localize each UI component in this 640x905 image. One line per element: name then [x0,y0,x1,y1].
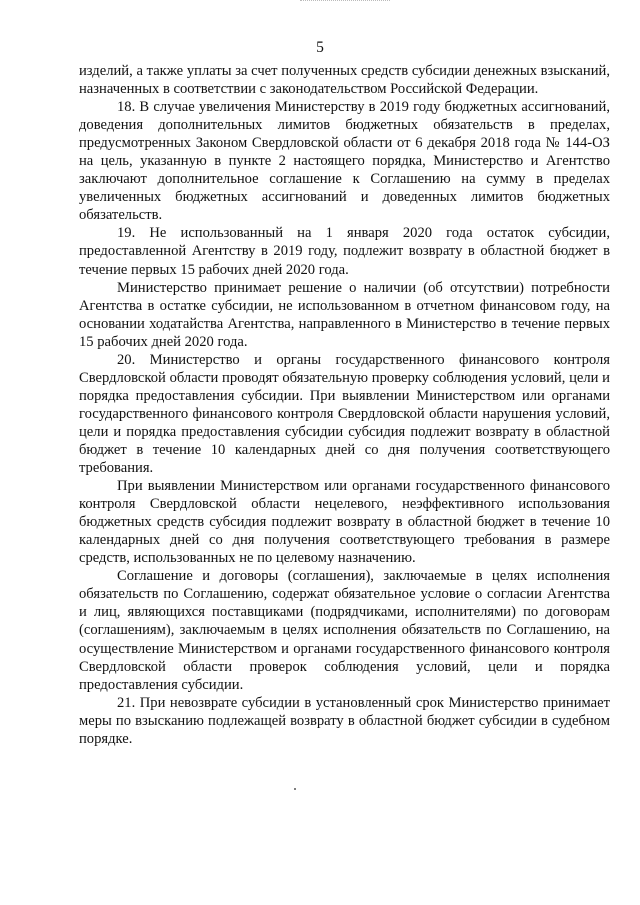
paragraph-20-agreements: Соглашение и договоры (соглашения), заключаемые в целях исполнения обязательств по Соглашению, содержат обязательное условие о согласии Агентства и лиц, являющихся поставщиками (подрядчиками, исполнителями) по договорам (соглашениям), заключаемым в целях исполнения обязательств по Соглашению, на осуществление Министерством и органами государственного финансового контроля Свердловской области проверок соблюдения условий, цели и порядка предоставления субсидии. [79,568,610,693]
scan-artifact-dot [294,788,296,790]
paragraph-20: 20. Министерство и органы государственного финансового контроля Свердловской области проводят обязательную проверку соблюдения условий, цели и порядка предоставления субсидии. При выявлении Министерством или органами государственного финансового контроля Свердловской области нарушения условий, цели и порядка предоставления субсидии субсидия подлежит возврату в областной бюджет в течение 10 календарных дней со дня получения соответствующего требования. [79,351,610,477]
paragraph-18: 18. В случае увеличения Министерству в 2019 году бюджетных ассигнований, доведения дополнительных лимитов бюджетных обязательств в пределах, предусмотренных Законом Свердловской области от 6 декабря 2018 года № 144-ОЗ на цель, указанную в пункте 2 настоящего порядка, Министерство и Агентство заключают дополнительное соглашение к Соглашению на сумму в пределах увеличенных бюджетных ассигнований и доведенных лимитов бюджетных обязательств. [79,99,610,224]
page-number: 5 [316,39,324,56]
paragraph-continuation: изделий, а также уплаты за счет полученных средств субсидии денежных взысканий, назначенных в соответствии с законодательством Российской Федерации. [79,63,610,98]
paragraph-21: 21. При невозврате субсидии в установленный срок Министерство принимает меры по взысканию подлежащей возврату в областной бюджет субсидии в судебном порядке. [79,694,610,747]
paragraph-19: 19. Не использованный на 1 января 2020 года остаток субсидии, предоставленной Агентству в 2019 году, подлежит возврату в областной бюджет в течение первых 15 рабочих дней 2020 года. [79,225,610,278]
document-body [79,62,610,748]
paragraph-19-decision: Министерство принимает решение о наличии (об отсутствии) потребности Агентства в остатке субсидии, не использованном в отчетном финансовом году, на основании ходатайства Агентства, направленного в Министерство в течение первых 15 рабочих дней 2020 года. [79,279,610,350]
scan-artifact [300,0,390,5]
paragraph-20-misuse: При выявлении Министерством или органами государственного финансового контроля Свердловской области нецелевого, неэффективного использования бюджетных средств субсидия подлежит возврату в областной бюджет в течение 10 календарных дней со дня получения соответствующего требования в размере средств, использованных не по целевому назначению. [79,478,610,567]
